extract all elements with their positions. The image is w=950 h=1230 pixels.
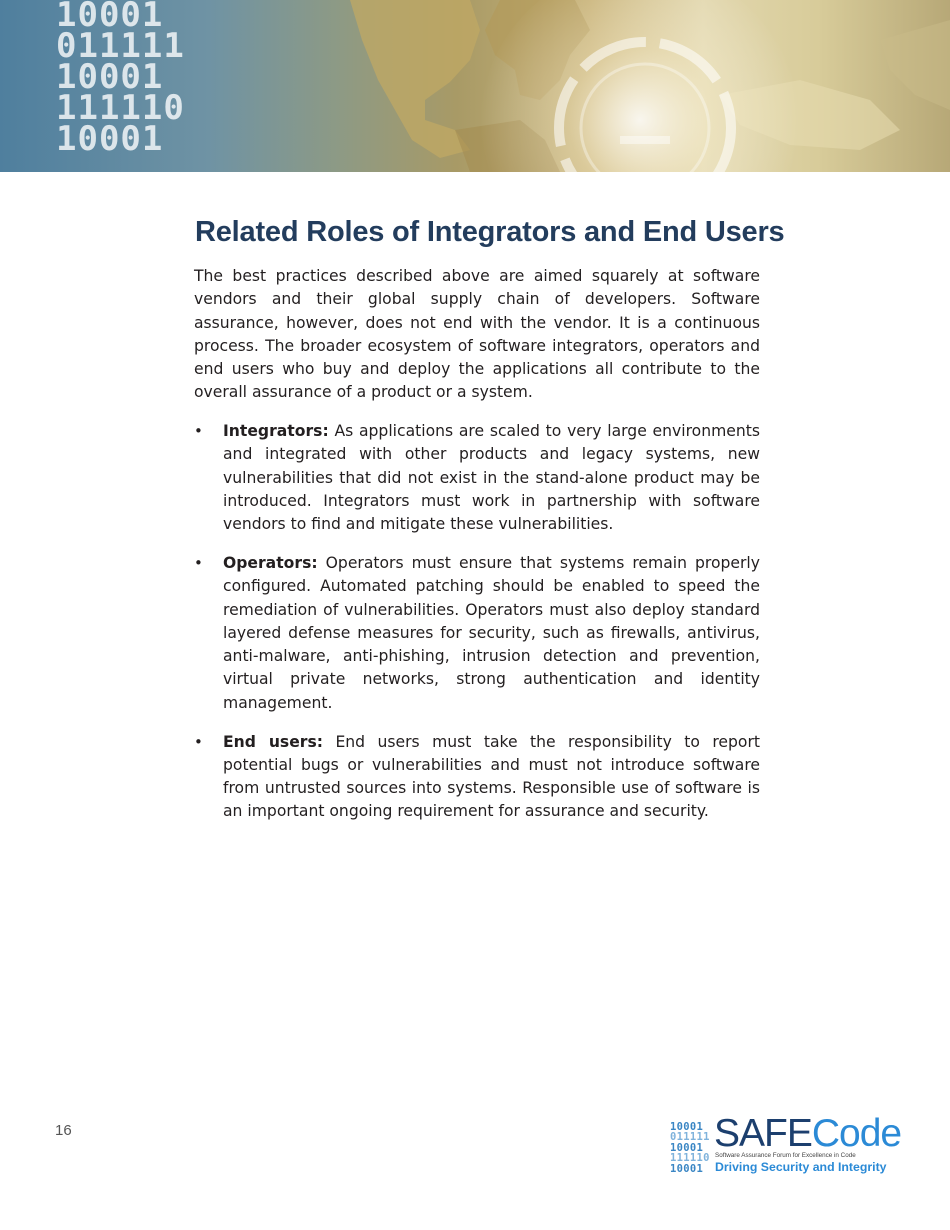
page-title: Related Roles of Integrators and End Users (195, 216, 785, 248)
logo-subtitle: Software Assurance Forum for Excellence in Code (715, 1152, 856, 1159)
bullet-term: Operators: (223, 553, 318, 572)
logo-tagline: Driving Security and Integrity (715, 1160, 887, 1174)
banner-binary-digits (56, 0, 185, 159)
logo-binary-line: 011111 (670, 1131, 710, 1144)
bullet-icon: • (194, 553, 203, 572)
logo-code-text: Code (811, 1112, 902, 1155)
logo-binary-line: 111110 (670, 1152, 710, 1165)
logo-binary-icon (670, 1122, 710, 1174)
banner-binary-line: 10001 (56, 0, 164, 35)
bullet-text: Operators must ensure that systems remain properly configured. Automated patching should be enabled to speed the remediation of vulnerabilities. Operators must also deploy standard layered defense measures for security, such as firewalls, antivirus, anti-malware, anti-phishing, intrusion detection and prevention, virtual private networks, strong authentication and identity management. (223, 553, 760, 712)
intro-paragraph: The best practices described above are aimed squarely at software vendors and their global supply chain of developers. Software assurance, however, does not end with the vendor. It is a continuous process. The broader ecosystem of software integrators, operators and end users who buy and deploy the applications all contribute to the overall assurance of a product or a system. (194, 267, 760, 402)
bullet-icon: • (194, 422, 203, 440)
logo-wordmark (714, 1114, 901, 1154)
bullet-text: End users must take the responsibility to report potential bugs or vulnerabilities and must not introduce software from untrusted sources into systems. Responsible use of software is an important ongoing requirement for assurance and security. (223, 732, 760, 821)
roles-list (194, 420, 760, 839)
bullet-icon: • (194, 732, 203, 751)
bullet-term: End users: (223, 732, 323, 751)
logo-binary-line: 10001 (670, 1162, 704, 1175)
list-item-end-users (194, 731, 760, 824)
bullet-term: Integrators: (223, 422, 329, 440)
logo-binary-line: 10001 (670, 1121, 704, 1133)
logo-safe-text: SAFE (714, 1112, 812, 1155)
logo-binary-line: 10001 (670, 1141, 704, 1154)
safecode-logo (670, 1112, 902, 1176)
bullet-text: As applications are scaled to very large environments and integrated with other products and legacy systems, new vulnerabilities that did not exist in the stand-alone product may be introduced. Integrators must work in partnership with software vendors to find and mitigate these vulnerabilities. (223, 422, 760, 534)
banner-binary-line: 10001 (56, 57, 164, 97)
page-number: 16 (55, 1122, 72, 1139)
list-item-operators (194, 552, 760, 715)
list-item-integrators (194, 420, 760, 536)
header-banner (0, 0, 950, 172)
banner-binary-line: 111110 (56, 88, 185, 128)
banner-binary-line: 10001 (56, 119, 164, 159)
banner-binary-line: 011111 (56, 26, 185, 66)
